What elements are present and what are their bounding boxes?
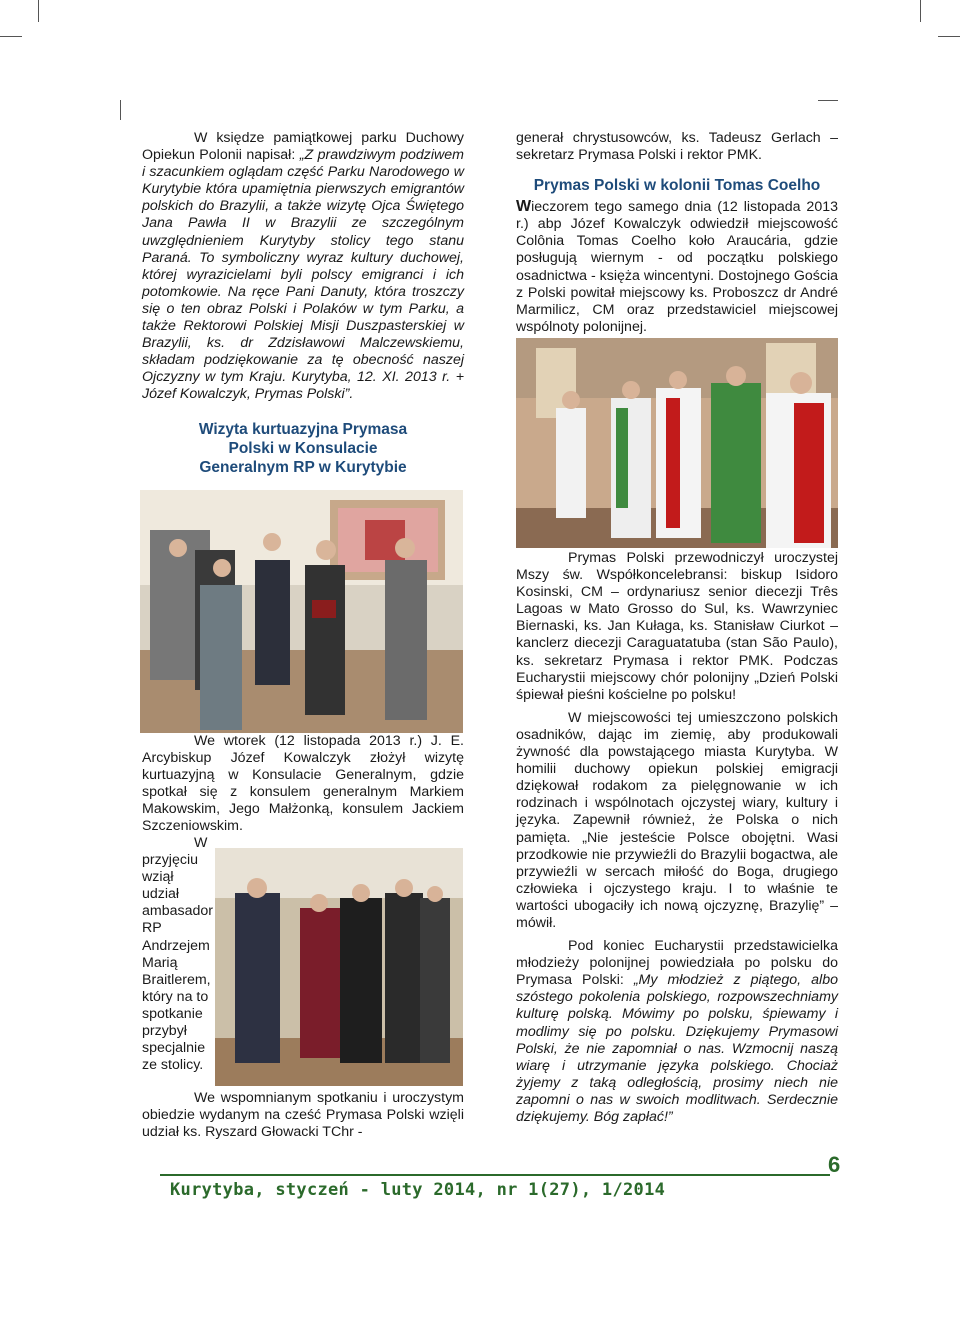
dinner-paragraph: We wspomnianym spotkaniu i uroczystym obiedzie wydanym na cześć Prymasa Polski wzięli udział ks. Ryszard Głowacki TChr - [142, 1090, 464, 1141]
right-column-top [516, 130, 838, 336]
settlement-paragraph: W miejscowości tej umieszczono polskich osadników, dając im ziemię, aby produkowali żywność dla powstającego miasta Kurytyba. W homilii duchowy opiekun polskiej emigracji dziękował rodakom za pielęgnowanie w ich rodzinach i wspólnotach ojczystej wiary, kultury i języka. Zapewnił również, że Polska o nich pamięta. „Nie jesteście Polsce obojętni. Wasi przodkowie nie przywieźli do Brazylii bogactwa, ale przywieźli w sercach miłość do Boga, drugiego człowieka i ojczystego kraju. I to właśnie te wartości ubogaciły ich nową ojczyznę, Brazylię” – mówił. [516, 709, 838, 931]
evening-text: ieczorem tego samego dnia (12 listopada 2013 r.) abp Józef Kowalczyk odwiedził miejscowość Colônia Tomas Coelho koło Araucária, gdzie posługują wiernym - od początku polskiego osadnictwa - księża wincentyni. Dostojnego Gościa z Polski powitał miejscowy ks. Proboszcz dr André Marmilicz, CM oraz przedstawiciel miejscowej wspólnoty polonijnej. [516, 199, 838, 335]
left-column-lower [142, 733, 464, 836]
visit-paragraph: We wtorek (12 listopada 2013 r.) J. E. Arcybiskup Józef Kowalczyk złożył wizytę kurtuazyjną w Konsulacie Generalnym, gdzie spotkał się z konsulem generalnym Markiem Makowskim, Jego Małżonką, konsulem Jackiem Szczeniowskim. [142, 733, 464, 835]
crop-mark [0, 36, 22, 37]
photo-church-mass [516, 338, 838, 548]
right-column-lower [516, 550, 838, 1126]
crop-mark [818, 100, 838, 101]
consulate-heading: Wizyta kurtuazyjna Prymasa Polski w Konsulacie Generalnym RP w Kurytybie [198, 420, 408, 476]
guestbook-quote: „Z prawdziwym podziwem i szacunkiem oglądam część Parku Narodowego w Kurytybie która upamiętnia pierwszych emigrantów polskich do Brazylii, a także wizytę Ojca Świętego Jana Pawła II w Brazylii ze szczególnym uwzględnieniem Kurytyby stolicy tego stanu Paraná. To symboliczny wyraz kultury duchowej, której wyrazicielami byli polscy emigranci i ich potomkowie. Na ręce Pani Danuty, która troszczy się o ten obraz Polski i Polaków w tym Parku, a także Rektorowi Polskiej Misji Duszpasterskiej w Brazylii, ks. dr Zdzisławowi Malczewskiemu, składam podziękowanie za tę obecność naszej Ojczyzny w tym Kraju. Kurytyba, 12. XI. 2013 r. + Józef Kowalczyk, Prymas Polski”. [142, 147, 464, 403]
narrow-text-column [142, 835, 212, 1074]
footer-issue-line: Kurytyba, styczeń - luty 2014, nr 1(27), 1/2014 [170, 1180, 666, 1200]
left-column-top [142, 130, 464, 483]
crop-mark [938, 36, 960, 37]
drop-cap: W [516, 198, 532, 216]
footer-rule [160, 1174, 830, 1176]
crop-mark [38, 0, 39, 22]
reception-paragraph: W przyjęciu wziął udział ambasador RP Andrzejem Marią Braitlerem, który na to spotkanie przybył specjalnie ze stolicy. [142, 835, 213, 1074]
photo-ambassador-group [215, 848, 463, 1086]
page-number: 6 [828, 1152, 841, 1177]
left-column-bottom [142, 1090, 464, 1141]
crop-mark [920, 0, 921, 22]
youth-quote: „My młodzież z piątego, albo szóstego pokolenia polskiego, rozpowszechniamy kulturę polską. Mówimy po polsku, śpiewamy i modlimy się po polsku. Dziękujemy Prymasowi Polski, że nie zapomniał o nas. Wzmocnij naszą wiarę i utrzymanie języka polskiego. Chociaż żyjemy z taką odległością, prosimy niech nie zapomni o nas w swoich modlitwach. Serdecznie dziękujemy. Bóg zapłać!” [516, 972, 838, 1125]
crop-mark [120, 100, 121, 120]
tomas-coelho-heading: Prymas Polski w kolonii Tomas Coelho [533, 177, 821, 195]
photo-consulate-meeting [140, 490, 463, 733]
youth-paragraph [516, 938, 838, 1126]
youth-intro: Pod koniec Eucharystii przedstawicielka młodzieży polonijnej powiedziała po polsku do Prymasa Polski: [516, 938, 838, 989]
mass-paragraph: Prymas Polski przewodniczył uroczystej Mszy św. Współkoncelebransi: biskup Isidoro Kosinski, CM – ordynariusz senior diecezji Três Lagoas w Mato Grosso do Sul, ks. Wawrzyniec Biernaski, ks. Jan Kułaga, ks. Stanisław Ciurkot – kanclerz diecezji Caraguatatuba (stan São Paulo), ks. sekretarz Prymasa i rektor PMK. Podczas Eucharystii miejscowy chór polonijny „Dzień Polski śpiewał pieśni kościelne po polsku! [516, 550, 838, 703]
evening-paragraph [516, 198, 838, 336]
guestbook-intro: W księdze pamiątkowej parku Duchowy Opiekun Polonii napisał: [142, 130, 464, 164]
continuation-paragraph: generał chrystusowców, ks. Tadeusz Gerlach – sekretarz Prymasa Polski i rektor PMK. [516, 130, 838, 164]
guestbook-paragraph [142, 130, 464, 404]
